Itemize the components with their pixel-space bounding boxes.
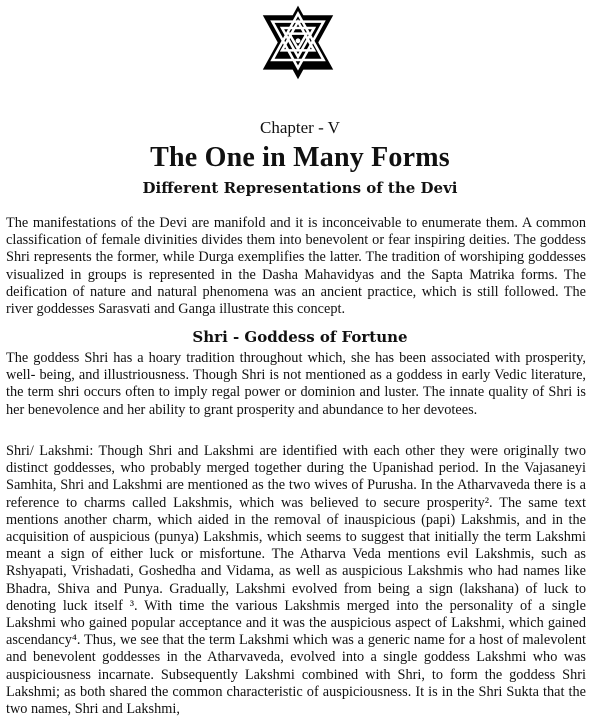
chapter-title: The One in Many Forms [150, 142, 450, 173]
sri-yantra-icon [258, 4, 338, 84]
section-paragraph-lakshmi: Shri/ Lakshmi: Though Shri and Lakshmi are identified with each other they were originally two distinct goddesses, who probably merged together during the Upanishad period. In the Vajasaneyi Samhita, Shri and Lakshmi are mentioned as the two wives of Purusha. In the Atharvaveda there is a reference to charms called Lakshmis, which was believed to secure prosperity². The same text mentions another charm, which aided in the removal of inauspicious (papi) Lakshmis, and in the acquisition of auspicious (punya) Lakshmis, which seems to suggest that initially the term Lakshmi meant a sign of either luck or misfortune. The Atharva Veda mentions evil Lakshmis, such as Rshyapati, Vrishadati, Goshedha and Vidama, as well as auspicious Lakshmis who had names like Bhadra, Shiva and Punya. Gradually, Lakshmi evolved from being a sign (lakshana) of luck to denoting luck itself ³. With time the various Lakshmis merged into the personality of a single Lakshmi who gained popular acceptance and it was the auspicious aspect of Lakshmi, which gained ascendancy⁴. Thus, we see that the term Lakshmi which was a generic name for a host of malevolent and benevolent goddesses in the Atharvaveda, evolved into a single goddess Lakshmi who was auspiciousness incarnate. Subsequently Lakshmi combined with Shri, to form the goddess Shri Lakshmi; as both shared the common characteristic of auspiciousness. It is in the Shri Sukta that the two names, Shri and Lakshmi, [6, 443, 586, 718]
intro-paragraph: The manifestations of the Devi are manifold and it is inconceivable to enumerate them. A common classification of female divinities divides them into benevolent or fear inspiring deities. The goddess Shri represents the former, while Durga exemplifies the latter. The tradition of worshiping goddesses visualized in groups is represented in the Dasha Mahavidyas and the Sapta Matrika forms. The deification of nature and natural phenomena was an ancient practice, which is still followed. The river goddesses Sarasvati and Ganga illustrate this concept. [6, 215, 586, 318]
section-heading: Shri - Goddess of Fortune [192, 328, 408, 346]
section-paragraph: The goddess Shri has a hoary tradition throughout which, she has been associated with prosperity, well- being, and illustriousness. Though Shri is not mentioned as a goddess in early Vedic literature, the term shri occurs often to imply regal power or dominion and luster. The innate quality of Shri is her benevolence and her ability to grant prosperity and abundance to her devotees. [6, 350, 586, 418]
chapter-label: Chapter - V [260, 118, 340, 137]
chapter-subtitle: Different Representations of the Devi [142, 179, 458, 197]
